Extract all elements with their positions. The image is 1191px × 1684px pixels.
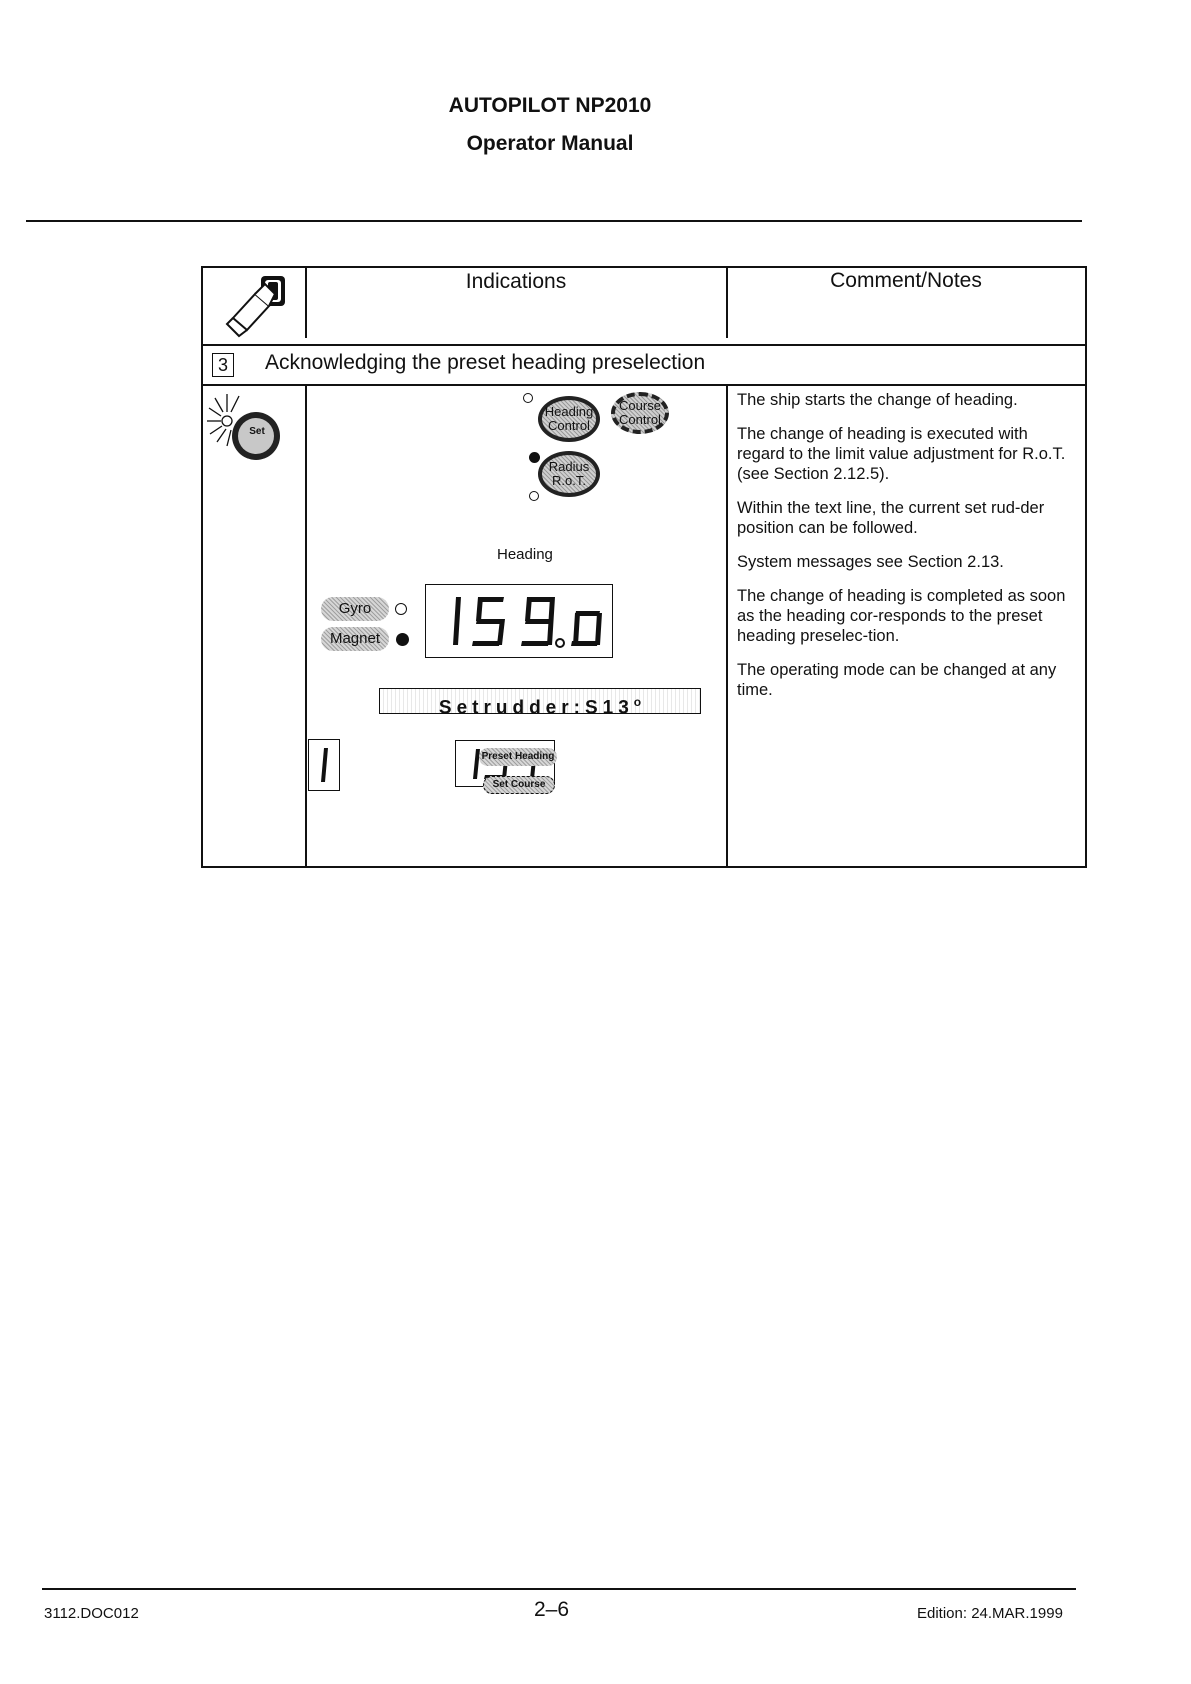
heading-control-label-2: Control [548,418,590,433]
table-divider [726,384,728,866]
text-line-display [379,688,701,719]
header-rule [26,220,1082,222]
gyro-indicator [395,603,407,615]
set-course-button[interactable]: Set Course [483,776,555,794]
note-paragraph: The change of heading is executed with regard to the limit value adjustment for R.o.T. (see Section 2.12.5). [737,425,1066,483]
doc-id: 3112.DOC012 [44,1605,139,1622]
note-paragraph: The operating mode can be changed at any time. [737,661,1057,699]
radius-indicator [529,491,539,501]
document-subtitle: Operator Manual [466,132,634,155]
note-paragraph: The ship starts the change of heading. [737,391,1018,409]
magnet-active-indicator [396,633,409,646]
heading-control-label: Heading [544,404,594,419]
set-button-label: Set [249,426,265,437]
edition-date: Edition: 24.MAR.1999 [917,1605,1063,1622]
footer-rule [42,1588,1076,1590]
gyro-button[interactable]: Gyro [321,597,389,621]
step-digit [309,740,339,790]
column-header-indications: Indications [465,270,567,293]
preset-heading-button[interactable]: Preset Heading [479,748,557,766]
radius-rot-button[interactable] [538,451,600,497]
heading-control-indicator [523,393,533,403]
magnet-button[interactable]: Magnet [321,627,389,651]
document-title: AUTOPILOT NP2010 [448,94,652,117]
step-display [308,739,340,791]
heading-display [425,584,613,658]
page-number: 2–6 [534,1598,570,1621]
hand-press-icon [225,272,293,338]
radius-active-indicator [529,452,540,463]
heading-digits [426,585,612,657]
text-line-value: Setrudder:S13 [438,697,634,719]
table-divider [201,344,1085,346]
comment-notes [737,390,1073,714]
note-paragraph: System messages see Section 2.13. [737,553,1004,571]
table-divider [201,384,1085,386]
column-header-notes: Comment/Notes [830,269,982,292]
section-title: Acknowledging the preset heading preselection [265,351,706,374]
note-paragraph: Within the text line, the current set rud-der position can be followed. [737,499,1045,537]
note-paragraph: The change of heading is completed as soon as the heading cor-responds to the preset heading preselec-tion. [737,587,1066,645]
radius-label: Radius [548,459,590,474]
course-control-label: Course [619,398,661,413]
instruction-table [201,266,1085,866]
heading-display-label: Heading [497,546,553,563]
course-control-label-2: Control [619,412,661,427]
degree-symbol: o [633,695,642,709]
course-control-button[interactable] [611,392,669,434]
table-divider [726,266,728,338]
table-divider [305,384,307,866]
rot-label: R.o.T. [552,473,586,488]
heading-control-button[interactable] [538,396,600,442]
section-number: 3 [212,353,234,377]
